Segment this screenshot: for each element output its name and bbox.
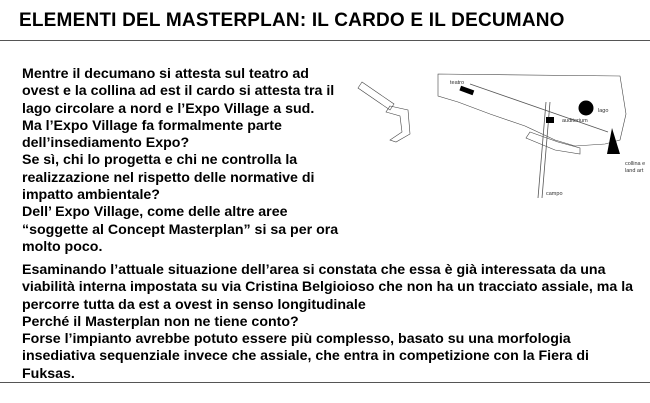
text-line: viabilità interna impostata su via Cristina Belgioioso che non ha un tracciato assiale, ma la [22,279,634,296]
lago-circle [579,101,594,116]
text-line: Ma l’Expo Village fa formalmente parte [22,117,282,134]
text-line: Se sì, chi lo progetta e chi ne controlla la [22,152,298,169]
auditorium-block [546,117,554,123]
text-line: impatto ambientale? [22,187,160,204]
site-outline [438,74,626,154]
map-label-teatro: teatro [450,80,465,86]
text-line: Fuksas. [22,365,75,382]
expo-village-shape [358,82,410,142]
text-line: lago circolare a nord e l’Expo Village a sud. [22,100,315,117]
text-line: Mentre il decumano si attesta sul teatro ad [22,66,309,82]
map-label-collina: collina e [625,161,646,167]
map-label-auditorium: auditorium [562,118,588,124]
map-label-campo: campo [546,191,563,197]
map-label-land-art: land art [625,168,644,174]
map-label-lago: lago [598,108,609,114]
slide-title: ELEMENTI DEL MASTERPLAN: IL CARDO E IL DECUMANO [19,10,565,31]
text-line: molto poco. [22,238,103,255]
text-line: dell’insediamento Expo? [22,135,190,152]
text-line: “soggette al Concept Masterplan” si sa per ora [22,221,339,238]
footer-divider [0,382,650,383]
text-line: Dell’ Expo Village, come delle altre aree [22,204,288,221]
masterplan-map [350,62,650,212]
text-line: ovest e la collina ad est il cardo si attesta tra il [22,83,335,100]
text-line: Perché il Masterplan non ne tiene conto? [22,313,299,330]
bottom-text-block [22,262,632,383]
left-text-block [22,66,342,256]
text-line: percorre tutta da est a ovest in senso longitudinale [22,296,366,313]
text-line: Forse l’impianto avrebbe potuto essere più complesso, basato su una morfologia [22,331,571,348]
title-divider [0,40,650,41]
text-line: Esaminando l’attuale situazione dell’area si constata che essa è già interessata da una [22,262,606,278]
text-line: realizzazione nel rispetto delle normative di [22,169,315,186]
text-line: insediativa sequenziale invece che assiale, che entra in competizione con la Fiera di [22,348,589,365]
